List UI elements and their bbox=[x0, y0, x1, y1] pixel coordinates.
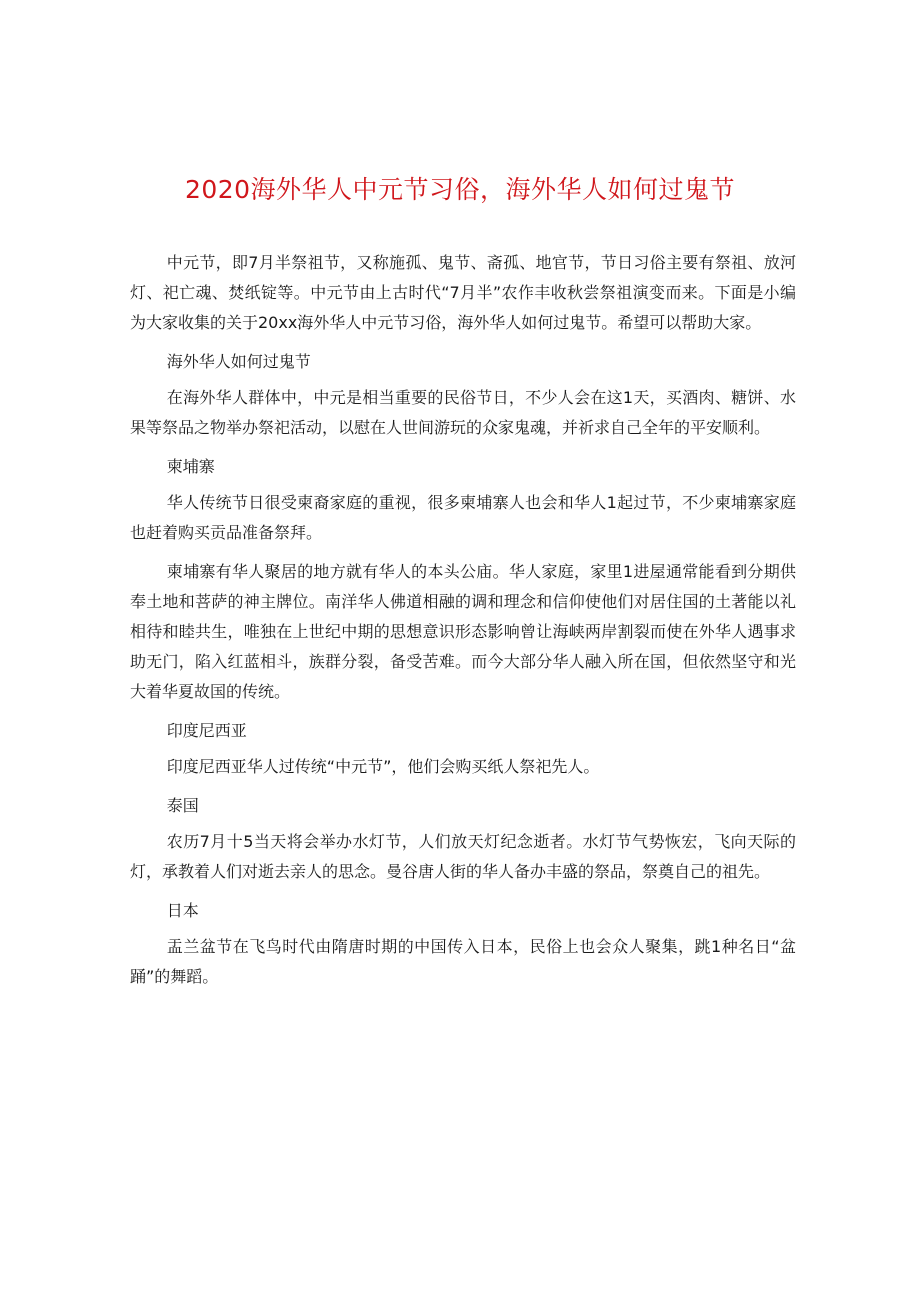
document-body bbox=[130, 248, 796, 1001]
document-title: 2020海外华人中元节习俗，海外华人如何过鬼节 bbox=[184, 175, 736, 204]
intro-paragraph: 中元节，即7月半祭祖节，又称施孤、鬼节、斋孤、地官节，节日习俗主要有祭祖、放河灯、祀亡魂、焚纸锭等。中元节由上古时代“7月半”农作丰收秋尝祭祖演变而来。下面是小编为大家收集的关于20xx海外华人中元节习俗，海外华人如何过鬼节。希望可以帮助大家。 bbox=[130, 253, 796, 332]
overseas-paragraph: 在海外华人群体中，中元是相当重要的民俗节日，不少人会在这1天，买酒肉、糖饼、水果等祭品之物举办祭祀活动，以慰在人世间游玩的众家鬼魂，并祈求自己全年的平安顺利。 bbox=[130, 388, 796, 437]
japan-paragraph: 盂兰盆节在飞鸟时代由隋唐时期的中国传入日本，民俗上也会众人聚集，跳1种名日“盆踊”的舞蹈。 bbox=[130, 937, 796, 986]
section-heading-japan: 日本 bbox=[166, 901, 199, 920]
cambodia-paragraph-2: 柬埔寨有华人聚居的地方就有华人的本头公庙。华人家庭，家里1进屋通常能看到分期供奉土地和菩萨的神主牌位。南洋华人佛道相融的调和理念和信仰使他们对居住国的土著能以礼相待和睦共生，唯独在上世纪中期的思想意识形态影响曾让海峡两岸割裂而使在外华人遇事求助无门，陷入红蓝相斗，族群分裂，备受苦难。而今大部分华人融入所在国，但依然坚守和光大着华夏故国的传统。 bbox=[130, 562, 796, 701]
section-heading-overseas: 海外华人如何过鬼节 bbox=[166, 352, 311, 371]
indonesia-paragraph: 印度尼西亚华人过传统“中元节”，他们会购买纸人祭祀先人。 bbox=[166, 757, 600, 776]
section-heading-indonesia: 印度尼西亚 bbox=[166, 721, 247, 740]
section-heading-thailand: 泰国 bbox=[166, 796, 199, 815]
section-heading-cambodia: 柬埔寨 bbox=[166, 457, 215, 476]
cambodia-paragraph-1: 华人传统节日很受柬裔家庭的重视，很多柬埔寨人也会和华人1起过节，不少柬埔寨家庭也赶着购买贡品准备祭拜。 bbox=[130, 493, 796, 542]
thailand-paragraph: 农历7月十5当天将会举办水灯节，人们放天灯纪念逝者。水灯节气势恢宏，飞向天际的灯，承教着人们对逝去亲人的思念。曼谷唐人街的华人备办丰盛的祭品，祭奠自己的祖先。 bbox=[130, 832, 796, 881]
